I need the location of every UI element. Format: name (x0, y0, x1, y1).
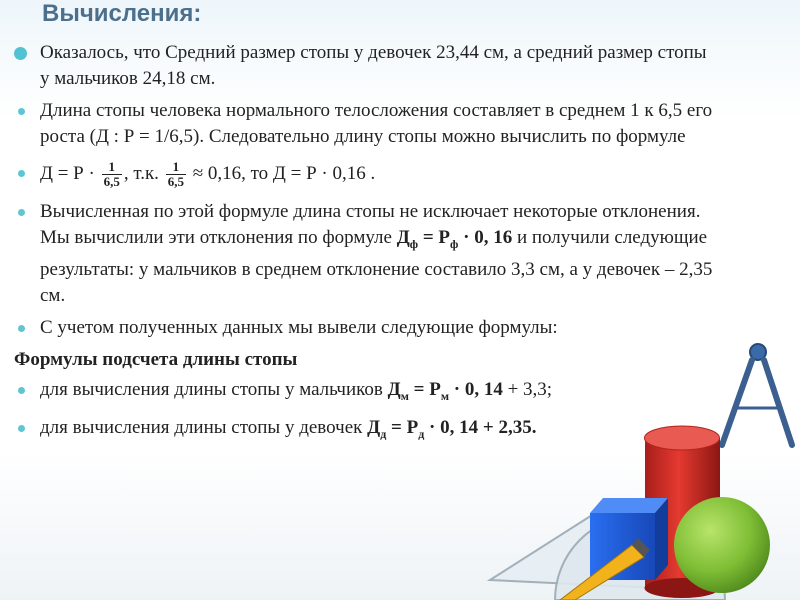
paragraph-text: Длина стопы человека нормального телосложения составляет в среднем 1 к 6,5 его роста (Д : Р = 1/6,5). Следовательно длину стопы можно вычислить по формуле (40, 100, 713, 147)
paragraph-text: для вычисления длины стопы у мальчиков (40, 378, 383, 400)
formula-symbol-p: = Р (386, 416, 419, 438)
formulas-heading: Формулы подсчета длины стопы (14, 348, 298, 370)
formula-sub: д (418, 426, 425, 441)
formula-plain: + 3,3; (502, 378, 553, 400)
formula-plain: + 2,35. (478, 416, 537, 438)
formula-sub: д (380, 426, 387, 441)
formula-symbol-d: Д (396, 227, 410, 248)
paragraph-text: и получили следующие результаты: у мальчиков в среднем отклонение составило 3,3 см, а у девочек – 2,35 см. (40, 227, 713, 306)
compass-icon (722, 344, 792, 445)
formula-symbol-d: Д (362, 416, 381, 438)
sphere-icon (674, 497, 770, 593)
fraction-denominator: 6,5 (167, 174, 184, 189)
formula-symbol-d: Д (382, 378, 401, 400)
formula-sub: м (440, 388, 449, 403)
fraction-numerator: 1 (108, 159, 115, 174)
slide-title: Вычисления: (42, 0, 202, 27)
formula-lead: Д = Р · (40, 162, 95, 184)
paragraph-text: С учетом полученных данных мы вывели следующие формулы: (40, 316, 558, 338)
paragraph-text: для вычисления длины стопы у девочек (40, 416, 363, 438)
formula-mid: , т.к. (123, 162, 159, 184)
formula-coef: · 0, 14 (424, 416, 479, 438)
formula-symbol-p: = Р (408, 378, 441, 400)
formula-sub: ф (409, 236, 419, 251)
fraction-numerator: 1 (172, 159, 180, 174)
formula-coef: · 0, 16 (458, 227, 513, 248)
paragraph-text: Вычисленная по этой формуле длина стопы не исключает некоторые отклонения. Мы вычислили эти отклонения по формуле (40, 201, 701, 248)
paragraph-text: Оказалось, что Средний размер стопы у девочек 23,44 см, а средний размер стопы у мальчиков 24,18 см. (40, 42, 707, 89)
fraction-denominator: 6,5 (103, 174, 120, 189)
formula-sub: м (400, 388, 409, 403)
formula-coef: · 0, 14 (449, 378, 503, 400)
formula-symbol-p: = Р (418, 227, 451, 248)
formula-sub: ф (450, 236, 459, 251)
formula-tail: ≈ 0,16, то Д = Р · 0,16 . (192, 162, 376, 184)
